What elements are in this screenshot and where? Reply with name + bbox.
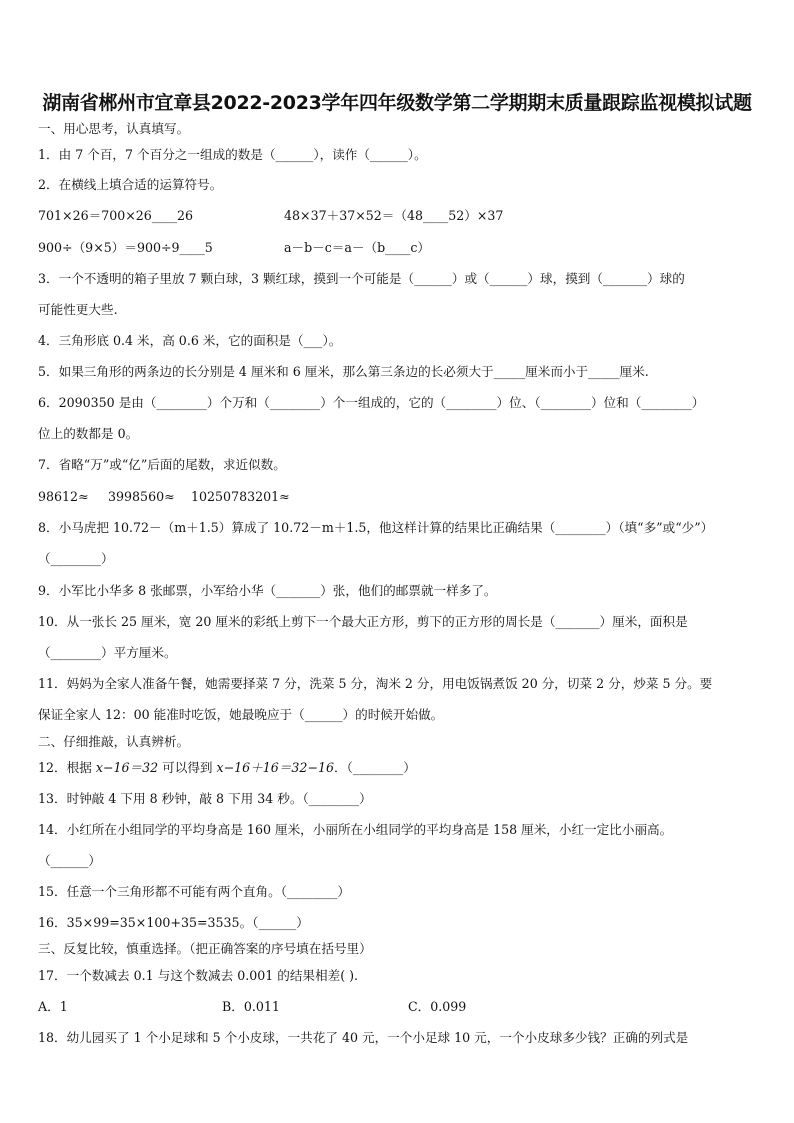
question-12-prefix: 12．根据: [38, 760, 96, 775]
question-15: 15．任意一个三角形都不可能有两个直角。（________）: [38, 884, 350, 899]
question-7-item-b: 3998560≈: [108, 489, 175, 504]
question-12-suffix: ．（________）: [334, 760, 416, 775]
question-6-line-2: 位上的数都是 0。: [38, 426, 139, 441]
page-title: 湖南省郴州市宜章县2022-2023学年四年级数学第二学期期末质量跟踪监视模拟试题: [42, 92, 752, 114]
question-12-equation-2: x−16＋16＝32−16: [216, 760, 335, 775]
question-7: 7．省略“万”或“亿”后面的尾数，求近似数。: [38, 457, 286, 472]
question-6-line-1: 6．2090350 是由（________）个万和（________）个一组成的，它的（________）位、（________）位和（________）: [38, 395, 705, 410]
question-17-option-c: C．0.099: [408, 999, 467, 1014]
question-4: 4．三角形底 0.4 米，高 0.6 米，它的面积是（___）。: [38, 333, 342, 348]
question-2-item-c: 900÷（9×5）＝900÷9____5: [38, 240, 213, 255]
question-17: 17．一个数减去 0.1 与这个数减去 0.001 的结果相差( ).: [38, 968, 359, 983]
question-5: 5．如果三角形的两条边的长分别是 4 厘米和 6 厘米，那么第三条边的长必须大于_____厘米而小于_____厘米.: [38, 364, 649, 379]
question-13: 13．时钟敲 4 下用 8 秒钟，敲 8 下用 34 秒。（________）: [38, 791, 372, 806]
question-12-equation-1: x−16＝32: [95, 760, 159, 775]
question-7-item-a: 98612≈: [38, 489, 89, 504]
question-2-item-a: 701×26＝700×26____26: [38, 208, 194, 223]
question-16: 16．35×99=35×100+35=3535。（______）: [38, 915, 309, 930]
question-17-option-b: B．0.011: [222, 999, 280, 1014]
question-1: 1．由 7 个百，7 个百分之一组成的数是（______），读作（______）。: [38, 147, 427, 162]
section-3-heading: 三、反复比较，慎重选择。（把正确答案的序号填在括号里）: [38, 941, 372, 956]
question-18: 18．幼儿园买了 1 个小足球和 5 个小皮球，一共花了 40 元，一个小足球 10 元，一个小皮球多少钱？正确的列式是: [38, 1030, 689, 1045]
question-3-line-1: 3．一个不透明的箱子里放 7 颗白球，3 颗红球，摸到一个可能是（______）或（______）球，摸到（_______）球的: [38, 271, 685, 286]
question-7-item-c: 10250783201≈: [191, 489, 290, 504]
question-10-line-2: （________）平方厘米。: [38, 645, 177, 660]
question-11-line-1: 11．妈妈为全家人准备午餐，她需要择菜 7 分，洗菜 5 分，淘米 2 分，用电饭锅煮饭 20 分，切菜 2 分，炒菜 5 分。要: [38, 676, 713, 691]
question-12: [38, 760, 416, 776]
question-2: 2．在横线上填合适的运算符号。: [38, 177, 223, 192]
question-9: 9．小军比小华多 8 张邮票，小军给小华（_______）张，他们的邮票就一样多了。: [38, 583, 497, 598]
question-10-line-1: 10．从一张长 25 厘米，宽 20 厘米的彩纸上剪下一个最大正方形，剪下的正方形的周长是（_______）厘米，面积是: [38, 614, 688, 629]
question-14-line-2: （______）: [38, 853, 101, 868]
question-17-option-a: A．1: [38, 999, 68, 1014]
question-12-middle: 可以得到: [158, 760, 217, 775]
question-14-line-1: 14．小红所在小组同学的平均身高是 160 厘米，小丽所在小组同学的平均身高是 158 厘米，小红一定比小丽高。: [38, 822, 673, 837]
question-11-line-2: 保证全家人 12：00 能准时吃饭，她最晚应于（______）的时候开始做。: [38, 707, 444, 722]
question-8-line-2: （________）: [38, 551, 114, 566]
question-8-line-1: 8．小马虎把 10.72－（m＋1.5）算成了 10.72－m＋1.5，他这样计算的结果比正确结果（________）（填“多”或“少”）: [38, 520, 714, 535]
section-2-heading: 二、仔细推敲，认真辨析。: [38, 734, 190, 749]
question-2-item-b: 48×37＋37×52＝（48____52）×37: [284, 208, 504, 223]
section-1-heading: 一、用心思考，认真填写。: [38, 121, 190, 136]
question-3-line-2: 可能性更大些.: [38, 302, 118, 317]
question-2-item-d: a－b－c＝a－（b____c）: [284, 240, 430, 255]
